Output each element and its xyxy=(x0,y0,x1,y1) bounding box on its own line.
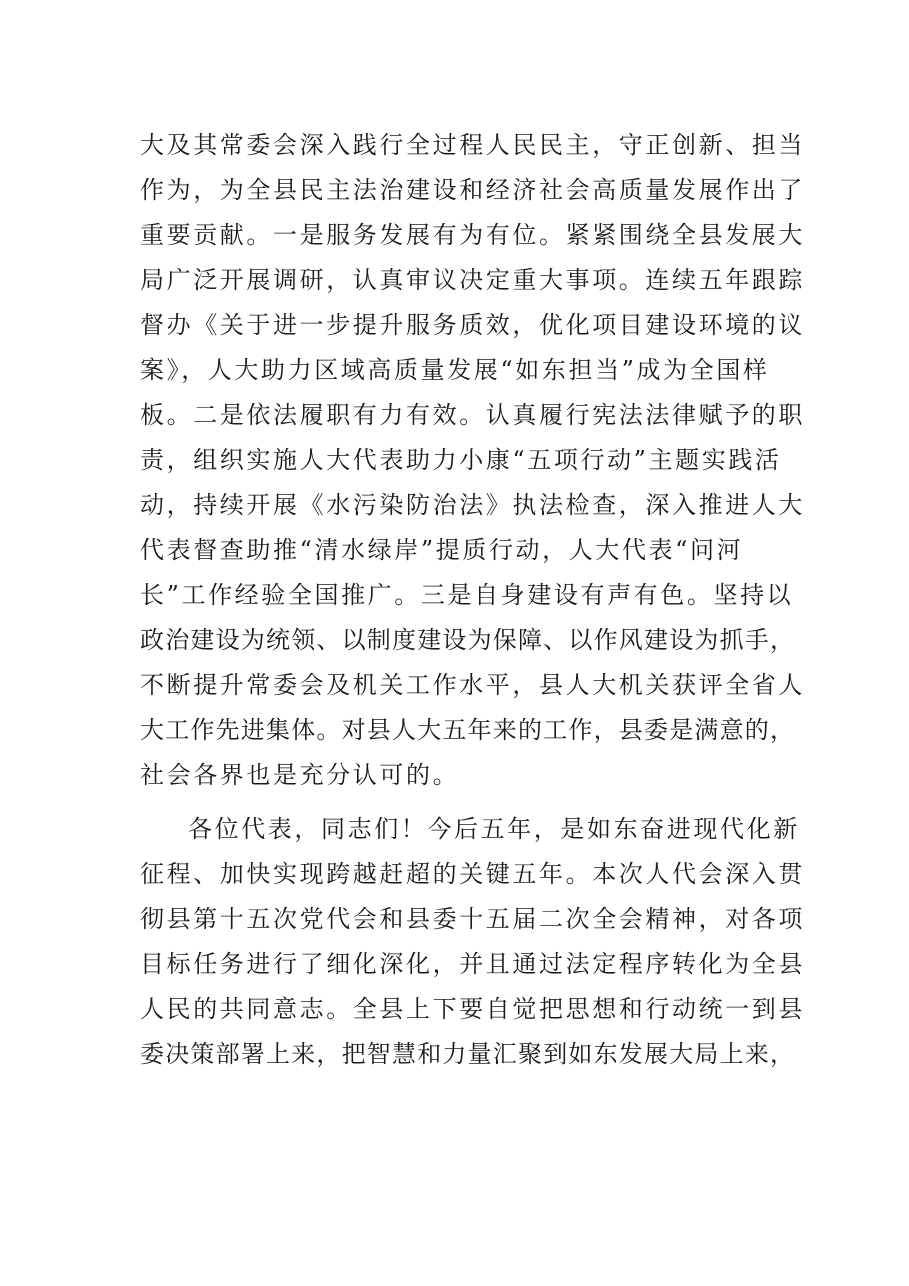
paragraph-gap xyxy=(140,798,780,807)
text-line: 长”工作经验全国推广。三是自身建设有声有色。坚持以 xyxy=(140,581,794,609)
text-line: 动，持续开展《水污染防治法》执法检查，深入推进人大 xyxy=(140,491,805,519)
text-line: 各位代表，同志们！今后五年，是如东奋进现代化新 xyxy=(188,815,800,843)
text-line: 案》，人大助力区域高质量发展“如东担当”成为全国样 xyxy=(140,356,770,384)
text-line: 局广泛开展调研，认真审议决定重大事项。连续五年跟踪 xyxy=(140,266,805,294)
text-line: 代表督查助推“清水绿岸”提质行动，人大代表“问河 xyxy=(140,536,744,564)
text-line: 社会各界也是充分认可的。 xyxy=(140,761,460,789)
text-line: 大及其常委会深入践行全过程人民民主，守正创新、担当 xyxy=(140,131,805,159)
text-line: 重要贡献。一是服务发展有为有位。紧紧围绕全县发展大 xyxy=(140,221,805,249)
paragraph xyxy=(140,123,805,798)
body-text xyxy=(140,123,805,1077)
text-line: 征程、加快实现跨越赶超的关键五年。本次人代会深入贯 xyxy=(140,860,805,888)
text-line: 责，组织实施人大代表助力小康“五项行动”主题实践活 xyxy=(140,446,782,474)
text-line: 政治建设为统领、以制度建设为保障、以作风建设为抓手， xyxy=(140,626,796,654)
text-line: 人民的共同意志。全县上下要自觉把思想和行动统一到县 xyxy=(140,995,805,1023)
text-line: 目标任务进行了细化深化，并且通过法定程序转化为全县 xyxy=(140,950,805,978)
text-line: 彻县第十五次党代会和县委十五届二次全会精神，对各项 xyxy=(140,905,805,933)
text-line: 不断提升常委会及机关工作水平，县人大机关获评全省人 xyxy=(140,671,805,699)
text-line: 板。二是依法履职有力有效。认真履行宪法法律赋予的职 xyxy=(140,401,805,429)
text-line: 大工作先进集体。对县人大五年来的工作，县委是满意的， xyxy=(140,716,796,744)
paragraph xyxy=(140,807,805,1077)
text-line: 督办《关于进一步提升服务质效，优化项目建设环境的议 xyxy=(140,311,805,339)
text-line: 委决策部署上来，把智慧和力量汇聚到如东发展大局上来， xyxy=(140,1040,796,1068)
text-line: 作为，为全县民主法治建设和经济社会高质量发展作出了 xyxy=(140,176,805,204)
